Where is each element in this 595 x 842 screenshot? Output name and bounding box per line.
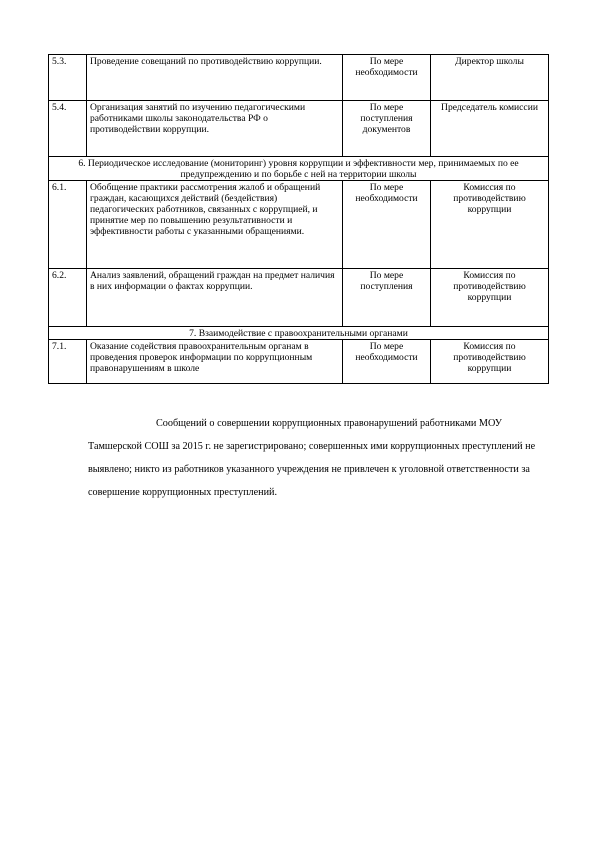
section-row [49, 157, 549, 181]
table-row [49, 340, 549, 384]
paragraph-text: Сообщений о совершении коррупционных правонарушений работниками МОУ Тамшерской СОШ за 2015 г. не зарегистрировано; совершенных ими коррупционных преступлений не выявлено; никто из работников указанного учреждения не привлечен к уголовной ответственности за совершение коррупционных преступлений. [88, 418, 536, 498]
table-row [49, 269, 549, 327]
section-row [49, 327, 549, 340]
row-number: 6.2. [49, 269, 87, 327]
deadline: По мере необходимости [343, 340, 431, 384]
responsible: Директор школы [431, 55, 549, 101]
section-heading: 7. Взаимодействие с правоохранительными органами [49, 327, 549, 340]
deadline: По мере поступления [343, 269, 431, 327]
measure-text: Проведение совещаний по противодействию коррупции. [87, 55, 343, 101]
deadline: По мере необходимости [343, 181, 431, 269]
table-row [49, 181, 549, 269]
measures-table [48, 54, 549, 384]
measure-text: Организация занятий по изучению педагогическими работниками школы законодательства РФ о противодействии коррупции. [87, 101, 343, 157]
responsible: Комиссия по противодействию коррупции [431, 181, 549, 269]
measure-text: Обобщение практики рассмотрения жалоб и обращений граждан, касающихся действий (бездействия) педагогических работников, связанных с коррупцией, и принятие мер по повышению результативности и эффективности работы с указанными обращениями. [87, 181, 343, 269]
row-number: 6.1. [49, 181, 87, 269]
table-row [49, 101, 549, 157]
responsible: Комиссия по противодействию коррупции [431, 340, 549, 384]
deadline: По мере поступления документов [343, 101, 431, 157]
section-heading: 6. Периодическое исследование (мониторинг) уровня коррупции и эффективности мер, принимаемых по ее предупреждению и по борьбе с ней на территории школы [49, 157, 549, 181]
table-row [49, 55, 549, 101]
row-number: 5.3. [49, 55, 87, 101]
responsible: Председатель комиссии [431, 101, 549, 157]
report-paragraph [88, 412, 543, 504]
deadline: По мере необходимости [343, 55, 431, 101]
measure-text: Оказание содействия правоохранительным органам в проведения проверок информации по коррупционным правонарушениям в школе [87, 340, 343, 384]
measure-text: Анализ заявлений, обращений граждан на предмет наличия в них информации о фактах коррупции. [87, 269, 343, 327]
row-number: 5.4. [49, 101, 87, 157]
responsible: Комиссия по противодействию коррупции [431, 269, 549, 327]
row-number: 7.1. [49, 340, 87, 384]
